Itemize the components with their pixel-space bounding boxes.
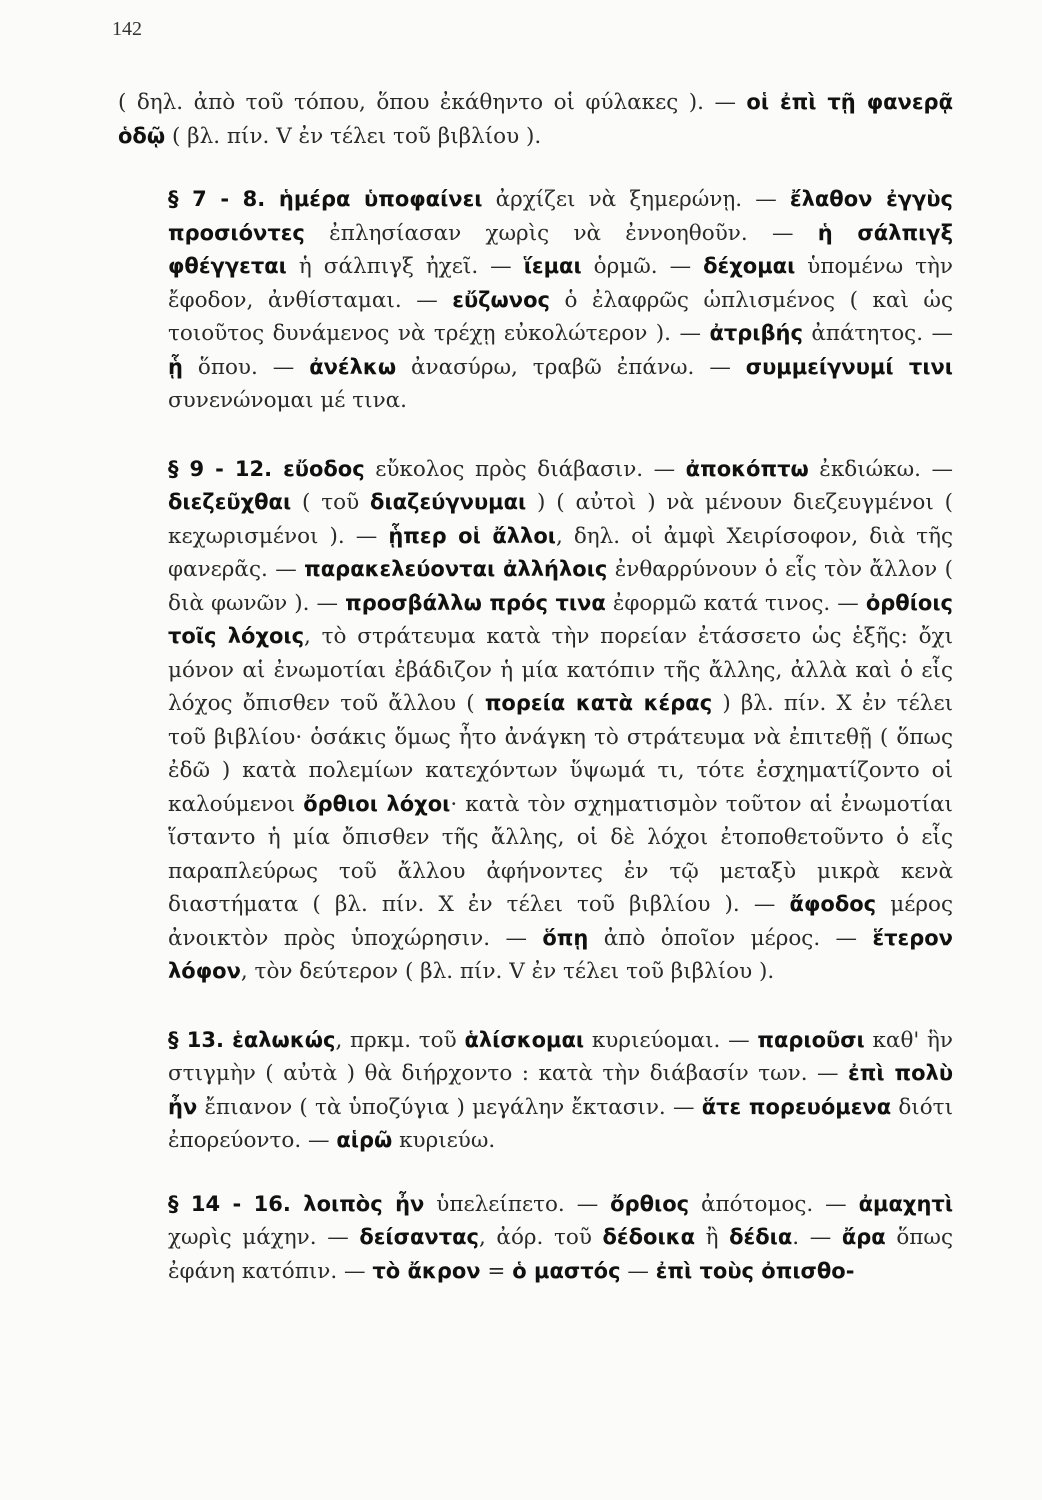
- bold-term: παρακελεύονται ἀλλήλοις: [304, 557, 608, 581]
- bold-term: εὔζωνος: [452, 287, 550, 312]
- text-run: ( βλ. πίν. V ἐν τέλει τοῦ βιβλίου ).: [165, 123, 542, 149]
- text-run: καθ' ἣν στιγμὴν ( αὐτὰ ) θὰ διήρχοντο : κατὰ τὴν διάβασίν των. —: [168, 1027, 960, 1086]
- bold-term: δέδια: [729, 1225, 793, 1249]
- text-run: ( τοῦ: [291, 490, 371, 515]
- text-run: , τὸν δεύτερον ( βλ. πίν. V ἐν τέλει τοῦ βιβλίου ).: [240, 959, 775, 984]
- bold-term: ἅτε πορευόμενα: [701, 1094, 892, 1119]
- text-run: ) ( αὐτοὶ ) νὰ μένουν διεζευγμένοι ( κεχωρισμένοι ). —: [168, 490, 960, 549]
- text-run: ἀνασύρω, τραβῶ ἐπάνω. —: [396, 354, 746, 380]
- bold-term: ἀνέλκω: [309, 354, 397, 379]
- bold-term: δείσαντας: [359, 1225, 479, 1249]
- bold-term: τὸ ἄκρον: [372, 1258, 481, 1283]
- page-number: 142: [112, 18, 142, 40]
- text-run: ἐπλησίασαν χωρὶς νὰ ἐννοηθοῦν. —: [304, 220, 818, 246]
- bold-term: § 13.: [168, 1027, 233, 1052]
- bold-term: ἡ σάλπιγξ φθέγγεται: [168, 220, 953, 278]
- text-run: ὑπελείπετο. —: [424, 1191, 611, 1217]
- bold-term: ᾗπερ οἱ ἄλλοι: [388, 523, 556, 548]
- bold-term: § 9 - 12.: [168, 456, 284, 481]
- text-run: ( δηλ. ἀπὸ τοῦ τόπου, ὅπου ἐκάθηντο οἱ φύλακες ). —: [118, 90, 747, 115]
- bold-term: διεζεῦχθαι: [168, 490, 292, 514]
- bold-term: λοιπὸς ἦν: [303, 1191, 425, 1216]
- text-run: συνενώνομαι μέ τινα.: [168, 354, 960, 413]
- bold-term: δέχομαι: [703, 254, 796, 278]
- bold-term: ὅπῃ: [542, 925, 589, 950]
- text-run: ἡ σάλπιγξ ἠχεῖ. —: [286, 254, 524, 279]
- bold-term: πορεία κατὰ κέρας: [484, 691, 713, 715]
- bold-term: § 7 - 8.: [168, 187, 279, 211]
- paragraph-1: [118, 86, 953, 153]
- text-run: ἀπὸ ὁποῖον μέρος. —: [588, 925, 873, 951]
- text-run: διότι ἐπορεύοντο. —: [168, 1094, 960, 1153]
- text-run: μέρος ἀνοικτὸν πρὸς ὑποχώρησιν. —: [168, 892, 960, 951]
- bold-term: ᾗ: [168, 354, 183, 379]
- bold-term: ἐπὶ τοὺς ὀπισθο-: [655, 1258, 855, 1283]
- text-run: ὅπως ἐφάνη κατόπιν. —: [168, 1225, 960, 1284]
- bold-term: ἵεμαι: [523, 254, 582, 278]
- bold-term: διαζεύγνυμαι: [370, 490, 527, 514]
- bold-term: ἀμαχητὶ: [858, 1191, 954, 1216]
- bold-term: ἄφοδος: [789, 892, 877, 916]
- text-run: , πρκμ. τοῦ: [335, 1027, 465, 1053]
- bold-term: ἡμέρα ὑποφαίνει: [278, 187, 483, 211]
- text-run: κυριεύω.: [392, 1128, 496, 1153]
- text-run: ) βλ. πίν. Χ ἐν τέλει τοῦ βιβλίου· ὁσάκις ὅμως ἦτο ἀνάγκη τὸ στράτευμα νὰ ἐπιτεθῇ ( ὅπως ἐδῶ ) κατὰ πολεμίων κατεχόντων ὕψωμά τι, τότε ἐσχηματίζοντο οἱ καλούμενοι: [168, 691, 960, 817]
- text-run: , ἀόρ. τοῦ: [478, 1225, 603, 1250]
- bold-term: ὁ μαστός: [512, 1258, 621, 1283]
- text-run: κυριεύομαι. —: [584, 1027, 758, 1053]
- text-run: =: [480, 1258, 513, 1284]
- text-run: ὁ ἐλαφρῶς ὡπλισμένος ( καὶ ὡς τοιοῦτος δυνάμενος νὰ τρέχῃ εὐκολώτερον ). —: [168, 287, 960, 346]
- bold-term: ἀτριβής: [709, 321, 803, 345]
- bold-term: οἱ ἐπὶ τῇ φανερᾷ ὁδῷ: [118, 90, 954, 148]
- text-run: ἀρχίζει νὰ ξημερώνῃ. —: [482, 187, 790, 212]
- text-run: , δηλ. οἱ ἀμφὶ Χειρίσοφον, διὰ τῆς φανερᾶς. —: [168, 523, 960, 582]
- text-run: ὅπου. —: [182, 354, 310, 380]
- text-run: · κατὰ τὸν σχηματισμὸν τοῦτον αἱ ἐνωμοτίαι ἵσταντο ἡ μία ὄπισθεν τῆς ἄλλης, οἱ δὲ λόχοι ἐτοποθετοῦντο ὁ εἷς παραπλεύρως τοῦ ἄλλου ἀφήνοντες ἐν τῷ μεταξὺ μικρὰ κενὰ διαστήματα ( βλ. πίν. Χ ἐν τέλει τοῦ βιβλίου ). —: [168, 791, 960, 917]
- text-run: . —: [792, 1225, 842, 1250]
- text-run: ἀπάτητος. —: [802, 321, 960, 346]
- bold-term: ἐπὶ πολὺ ἦν: [168, 1061, 953, 1119]
- paragraph-3: [118, 453, 960, 989]
- bold-term: παριοῦσι: [757, 1027, 865, 1052]
- bold-term: ὄρθιοι λόχοι: [303, 791, 451, 816]
- text-run: ὁρμῶ. —: [581, 254, 704, 279]
- text-run: , τὸ στράτευμα κατὰ τὴν πορείαν ἐτάσσετο ὡς ἑξῆς: ὄχι μόνον αἱ ἐνωμοτίαι ἐβάδιζον ἡ μία κατόπιν τῆς ἄλλης, ἀλλὰ καὶ ὁ εἷς λόχος ὄπισθεν τοῦ ἄλλου (: [168, 624, 960, 716]
- bold-term: δέδοικα: [602, 1225, 696, 1249]
- bold-term: συμμείγνυμί τινι: [745, 354, 953, 379]
- bold-term: ὀρθίοις τοῖς λόχοις: [168, 590, 953, 648]
- text-run: ἐκδιώκω. —: [808, 456, 960, 482]
- text-run: ἀπότομος. —: [689, 1191, 859, 1217]
- bold-term: § 14 - 16.: [168, 1191, 304, 1216]
- text-run: —: [620, 1258, 656, 1284]
- paragraph-4: [118, 1024, 960, 1158]
- bold-term: εὔοδος: [283, 456, 365, 481]
- bold-term: ἁλίσκομαι: [464, 1027, 585, 1052]
- bold-term: αἱρῶ: [336, 1128, 393, 1152]
- text-run: χωρὶς μάχην. —: [168, 1191, 960, 1250]
- text-run: ἢ: [695, 1225, 730, 1250]
- bold-term: ἑαλωκώς: [232, 1027, 336, 1052]
- bold-term: ἄρα: [841, 1225, 886, 1249]
- bold-term: ἕτερον λόφον: [168, 925, 953, 983]
- text-run: ὑπομένω τὴν ἔφοδον, ἀνθίσταμαι. —: [168, 254, 960, 313]
- paragraph-2: [118, 183, 960, 418]
- bold-term: ἀποκόπτω: [685, 456, 809, 481]
- bold-term: προσβάλλω πρός τινα: [345, 590, 606, 615]
- page-text: [118, 86, 960, 1288]
- text-run: ἐνθαρρύνουν ὁ εἷς τὸν ἄλλον ( διὰ φωνῶν ). —: [168, 557, 960, 616]
- text-run: ἐφορμῶ κατά τινος. —: [605, 590, 866, 616]
- text-run: ἔπιανον ( τὰ ὑποζύγια ) μεγάλην ἔκτασιν. —: [197, 1094, 702, 1120]
- text-run: εὔκολος πρὸς διάβασιν. —: [364, 456, 686, 482]
- bold-term: ὄρθιος: [610, 1191, 690, 1216]
- paragraph-5: [118, 1188, 960, 1289]
- bold-term: ἔλαθον ἐγγὺς προσιόντες: [168, 187, 953, 245]
